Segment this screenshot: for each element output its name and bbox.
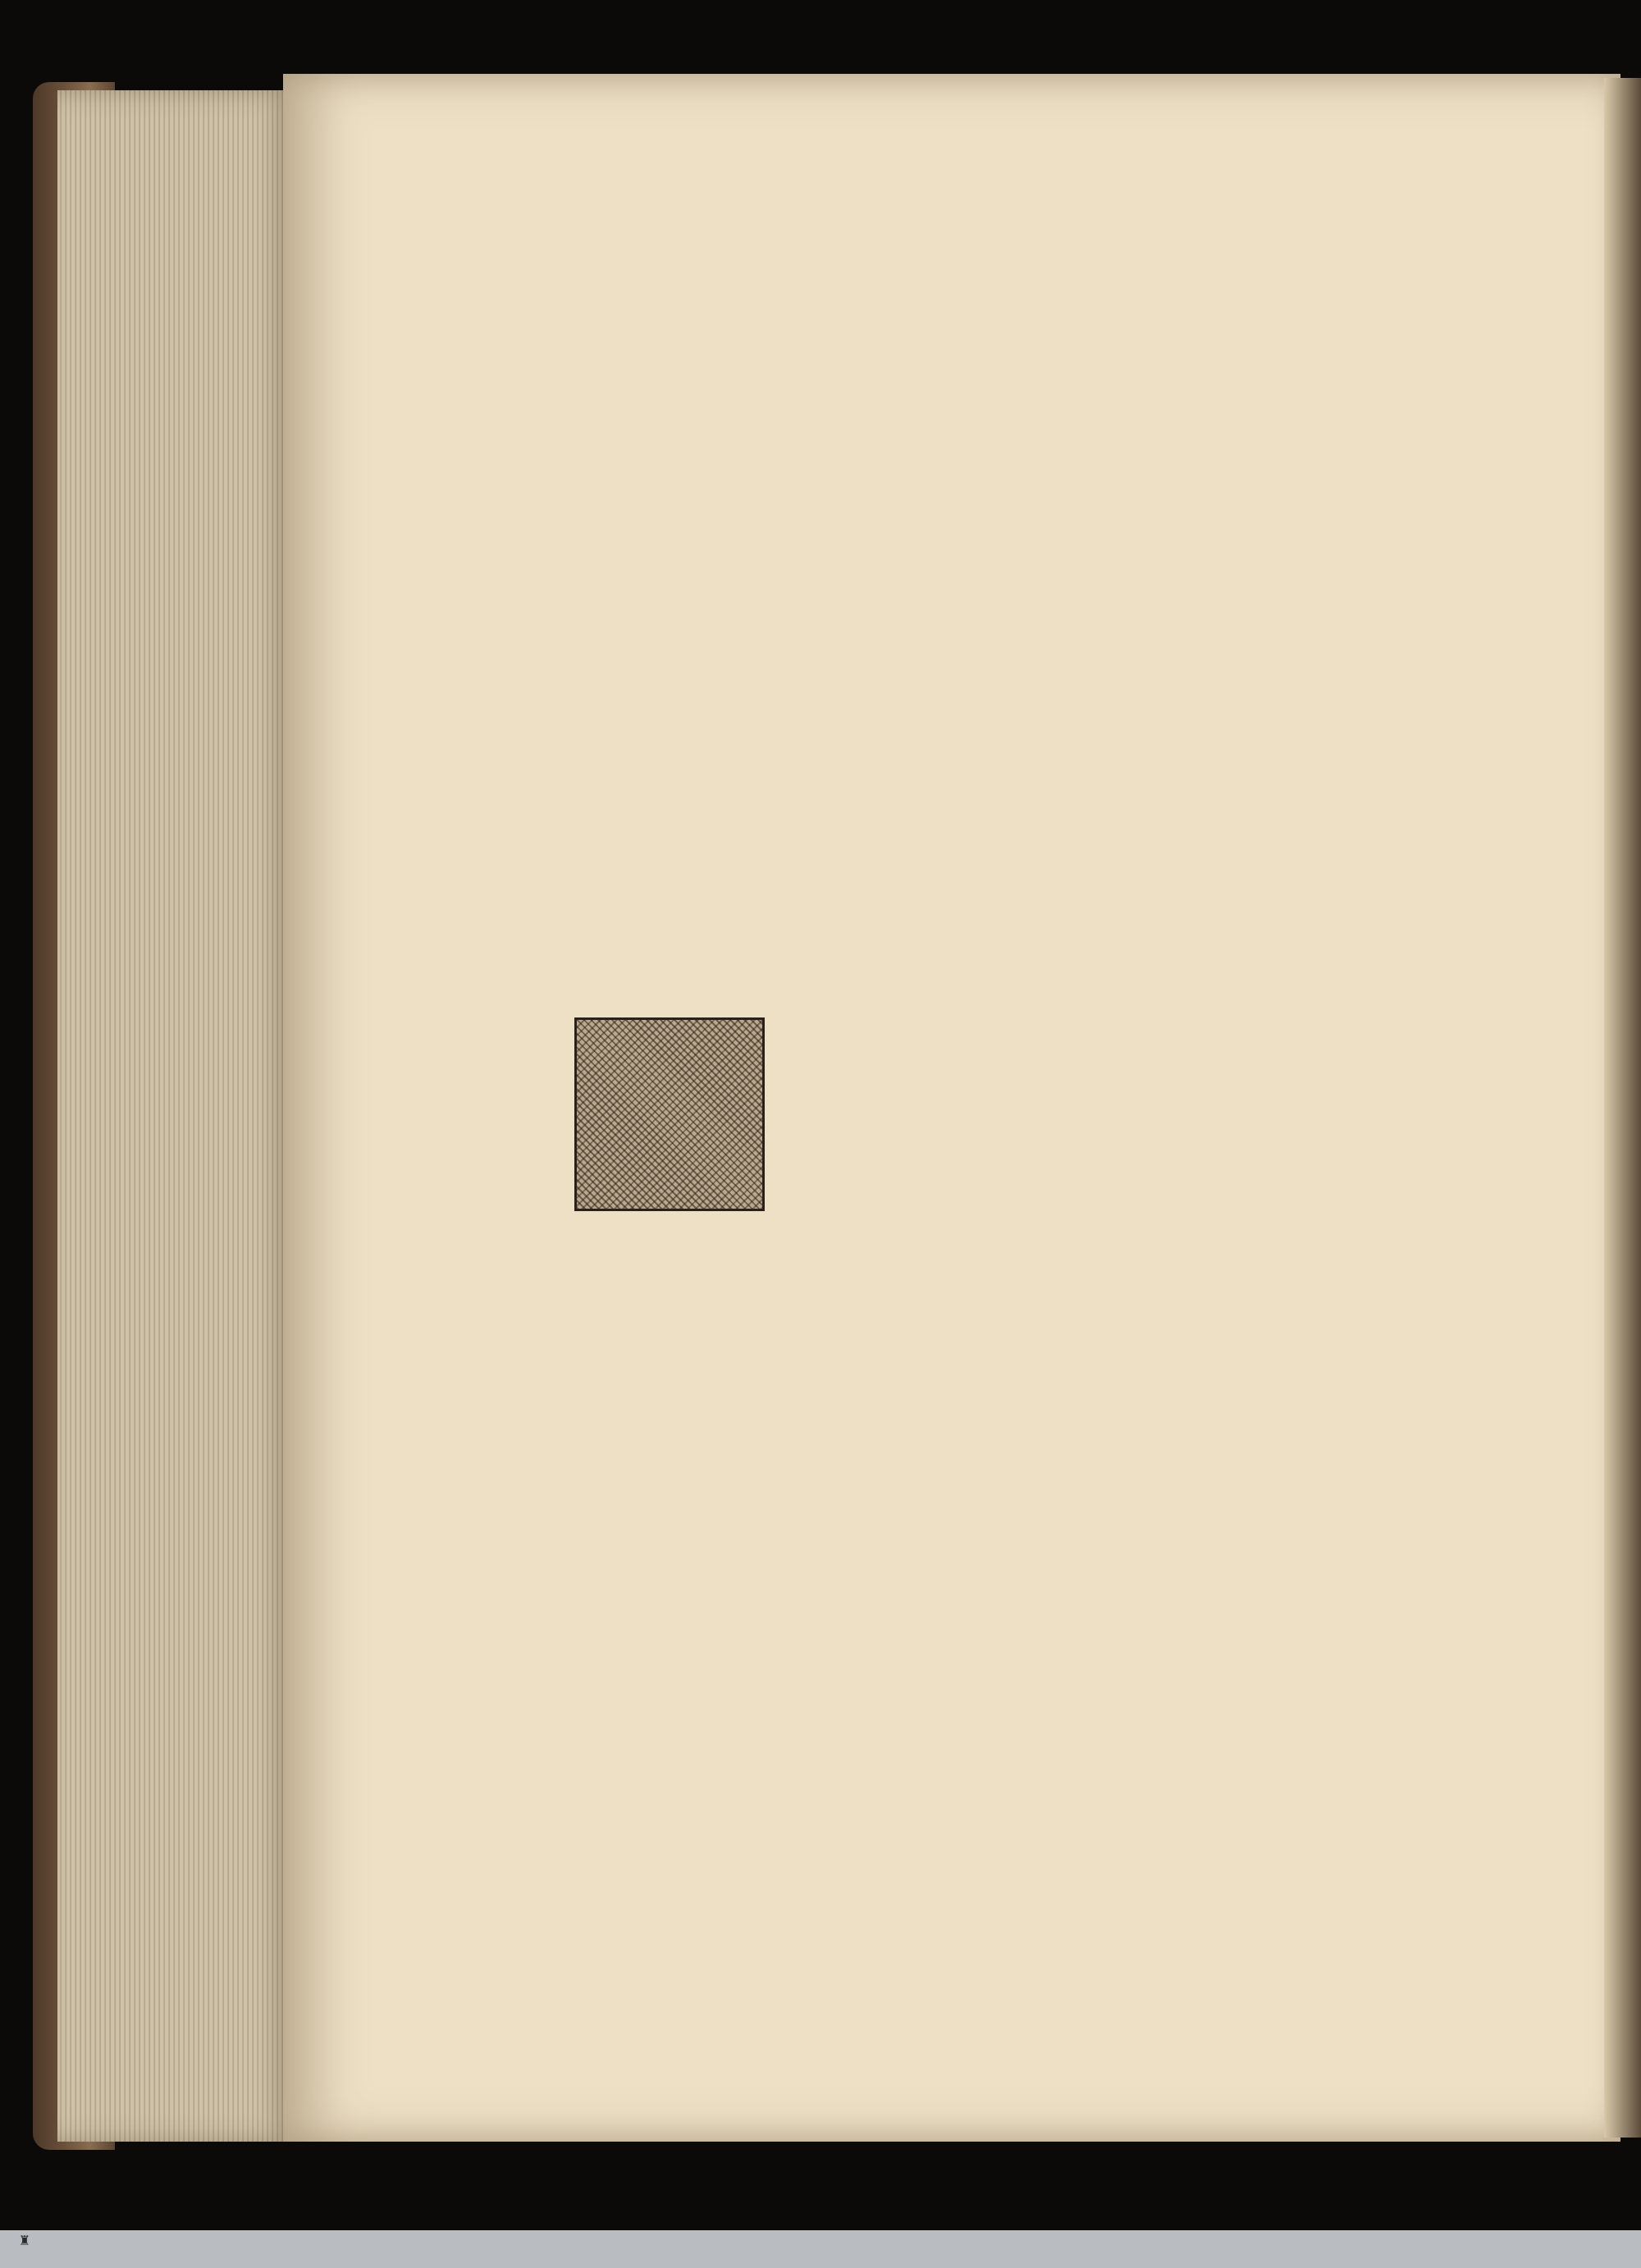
library-logo-mark-icon: ♜ — [18, 2233, 31, 2248]
page-right-edge — [1604, 78, 1641, 2138]
library-logo-icon — [7, 2234, 43, 2265]
viewer-footer-bar — [0, 2230, 1641, 2268]
book-page — [283, 74, 1620, 2142]
decorated-initial — [574, 1017, 765, 1211]
page-stack-edges — [57, 90, 295, 2142]
